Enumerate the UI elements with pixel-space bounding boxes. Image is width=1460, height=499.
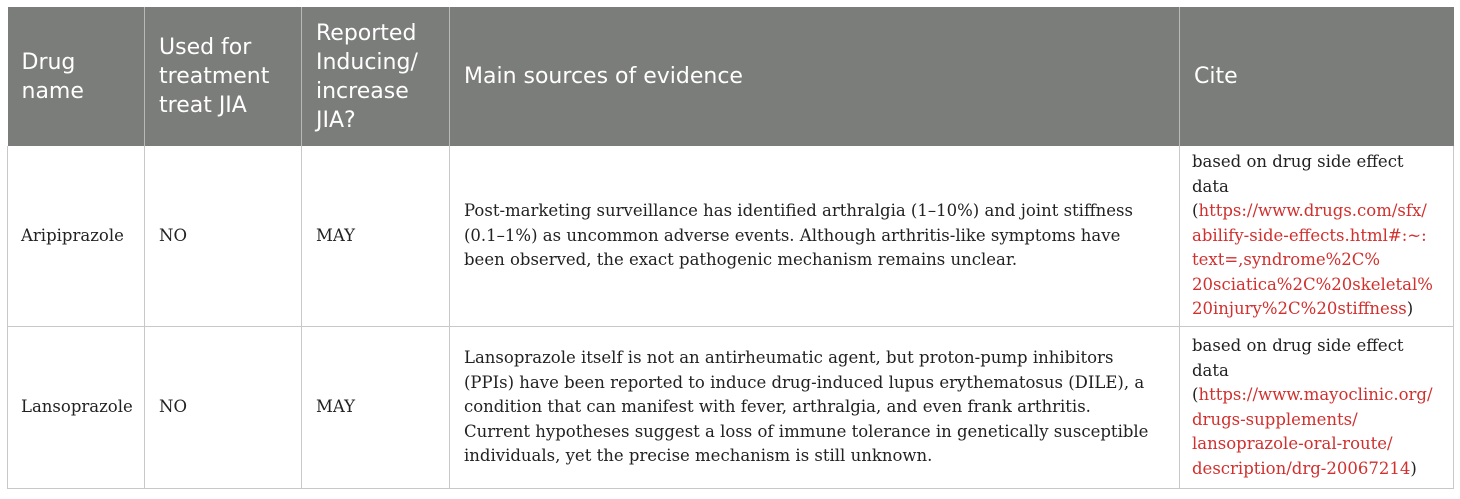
evidence-table-container: [7, 7, 1453, 489]
cell-cite: [1180, 327, 1454, 489]
cite-url-part: 20injury%2C%20stiffness: [1192, 299, 1407, 319]
cell-used-for-treatment: NO: [145, 327, 302, 489]
cell-evidence: Lansoprazole itself is not an antirheumatic agent, but proton-pump inhibitors (PPIs) have been reported to induce drug-induced lupus erythematosus (DILE), a condition that can manifest with fever, arthralgia, and even frank arthritis. Current hypotheses suggest a loss of immune tolerance in genetically susceptible individuals, yet the precise mechanism is still unknown.: [450, 327, 1180, 489]
cite-prefix: based on drug side effect data (: [1192, 152, 1404, 221]
cite-prefix: based on drug side effect data (: [1192, 336, 1404, 404]
cite-link[interactable]: [1192, 201, 1433, 318]
cite-link[interactable]: [1192, 385, 1433, 478]
cite-url-part: lansoprazole-oral-route/: [1192, 434, 1393, 453]
cite-url-part: 20sciatica%2C%20skeletal%: [1192, 274, 1433, 294]
header-row: [8, 7, 1454, 146]
cite-suffix: ): [1406, 299, 1414, 319]
cite-url-part: text=,syndrome%2C%: [1192, 250, 1381, 270]
header-reported-inducing: Reported Inducing/ increase JIA?: [302, 7, 450, 146]
header-main-sources-of-evidence: Main sources of evidence: [450, 7, 1180, 146]
cell-evidence: Post-marketing surveillance has identified arthralgia (1–10%) and joint stiffness (0.1–1%) as uncommon adverse events. Although arthritis-like symptoms have been observed, the exact pathogenic mechanism remains unclear.: [450, 146, 1180, 327]
drug-evidence-table: [7, 7, 1454, 489]
cite-suffix: ): [1410, 458, 1417, 478]
table-row: [8, 146, 1454, 327]
cite-url-part: abilify-side-effects.html#:~:: [1192, 225, 1427, 245]
header-cite: Cite: [1180, 7, 1454, 146]
cell-used-for-treatment: NO: [145, 146, 302, 327]
cite-url-part: https://www.drugs.com/sfx/: [1198, 201, 1427, 221]
header-used-for-treatment: Used for treatment treat JIA: [145, 7, 302, 146]
cell-reported-inducing: MAY: [302, 146, 450, 327]
cell-reported-inducing: MAY: [302, 327, 450, 489]
table-header: [8, 7, 1454, 146]
header-drug-name: Drug name: [8, 7, 145, 146]
cite-url-part: https://www.mayoclinic.org/: [1198, 385, 1433, 404]
cite-url-part: description/drg-20067214: [1192, 458, 1411, 478]
cite-url-part: drugs-supplements/: [1192, 409, 1358, 429]
cell-drug-name: Lansoprazole: [8, 327, 145, 489]
table-row: [8, 327, 1454, 489]
table-body: [8, 146, 1454, 489]
cell-drug-name: Aripiprazole: [8, 146, 145, 327]
cell-cite: [1180, 146, 1454, 327]
